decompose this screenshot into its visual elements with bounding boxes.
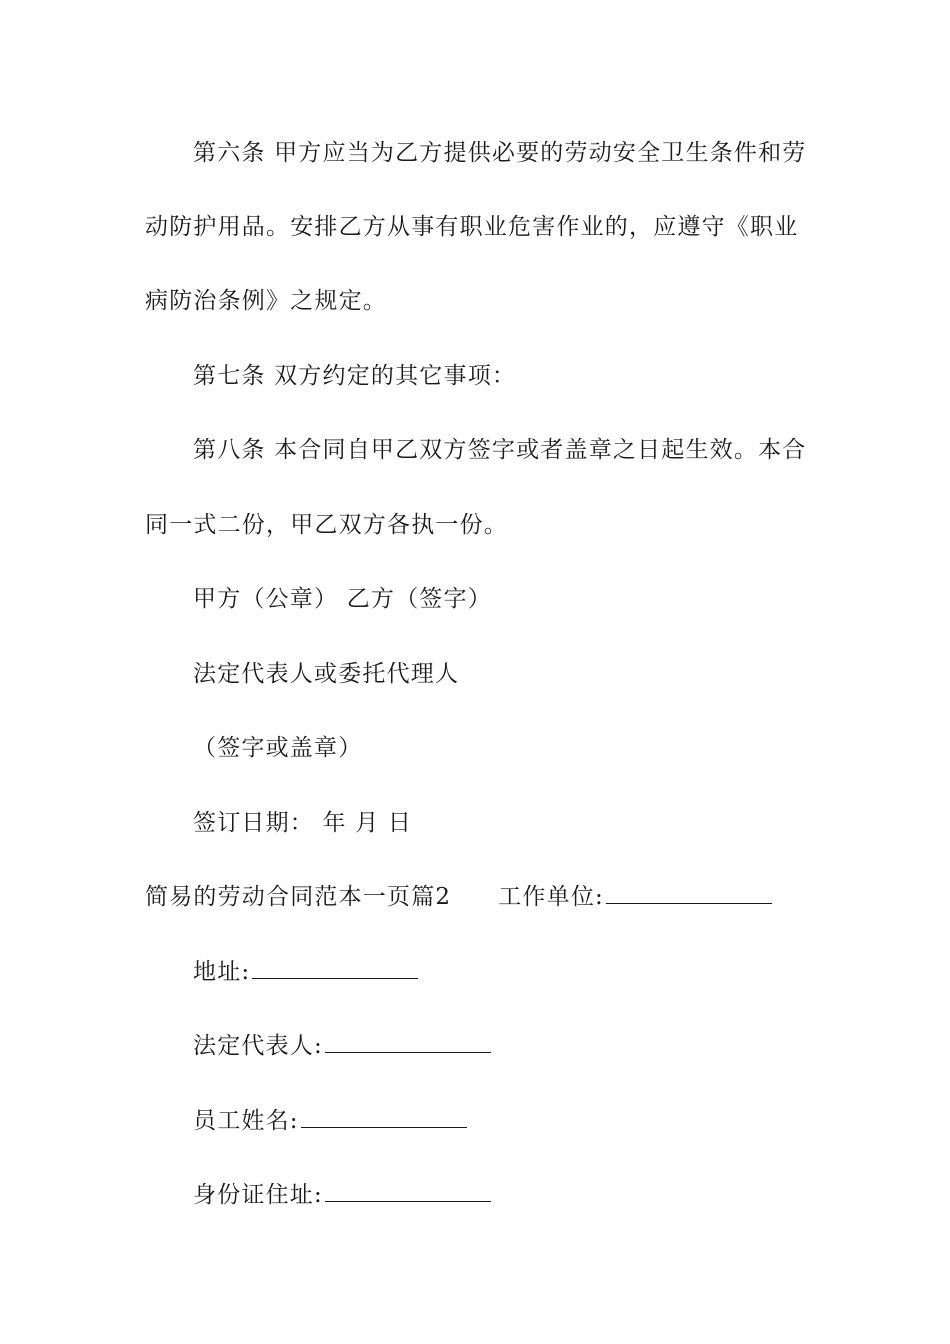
field-address-label: 地址: bbox=[193, 959, 251, 985]
field-id-address-label: 身份证住址: bbox=[193, 1182, 323, 1208]
field-legal-rep bbox=[193, 1026, 863, 1066]
field-work-unit-blank[interactable] bbox=[606, 881, 772, 904]
article-8-line-2: 同一式二份，甲乙双方各执一份。 bbox=[145, 512, 508, 538]
signature-or-seal: （签字或盖章） bbox=[193, 735, 363, 761]
article-6-line-2: 动防护用品。安排乙方从事有职业危害作业的，应遵守《职业 bbox=[145, 214, 799, 240]
field-legal-rep-blank[interactable] bbox=[325, 1030, 491, 1053]
article-8-line-1: 第八条 本合同自甲乙双方签字或者盖章之日起生效。本合 bbox=[193, 437, 807, 463]
field-legal-rep-label: 法定代表人: bbox=[193, 1033, 323, 1059]
section-title: 简易的劳动合同范本一页篇2 bbox=[145, 884, 452, 910]
article-6-line-3: 病防治条例》之规定。 bbox=[145, 288, 387, 314]
field-work-unit-label: 工作单位: bbox=[498, 884, 604, 910]
section-title-and-field bbox=[145, 877, 815, 917]
article-6-line-1: 第六条 甲方应当为乙方提供必要的劳动安全卫生条件和劳 bbox=[193, 140, 807, 166]
signing-date: 签订日期： 年 月 日 bbox=[193, 810, 413, 836]
field-address bbox=[193, 952, 863, 992]
party-signatures: 甲方（公章） 乙方（签字） bbox=[193, 586, 492, 612]
field-employee-name bbox=[193, 1101, 863, 1141]
field-employee-name-label: 员工姓名: bbox=[193, 1108, 299, 1134]
article-7: 第七条 双方约定的其它事项： bbox=[193, 363, 517, 389]
legal-representative: 法定代表人或委托代理人 bbox=[193, 661, 460, 687]
field-employee-name-blank[interactable] bbox=[301, 1105, 467, 1128]
field-address-blank[interactable] bbox=[252, 956, 418, 979]
field-id-address bbox=[193, 1175, 863, 1215]
field-id-address-blank[interactable] bbox=[325, 1179, 491, 1202]
